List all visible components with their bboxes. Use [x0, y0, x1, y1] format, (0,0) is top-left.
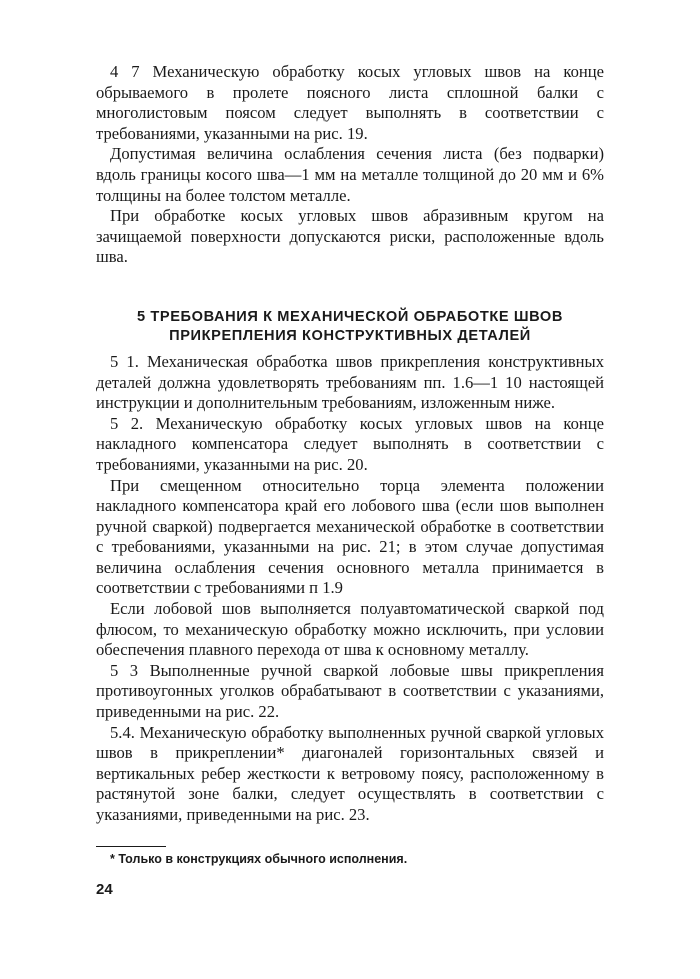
paragraph-4-7: 4 7 Механическую обработку косых угловых швов на конце обрываемого в пролете поясного листа сплошной балки с многолистовым поясом следует выполнять в соответствии с требованиями, указанными на рис. 19. [96, 62, 604, 143]
paragraph-offset-compensator: При смещенном относительно торца элемента положении накладного компенсатора край его лобового шва (если шов выполнен ручной сваркой) подвергается механической обработке в соответствии с требованиями, указанными на рис. 21; в этом случае допустимая величина ослабления сечения основного металла принимается в соответствии с требованиями п 1.9 [96, 475, 604, 598]
page-number: 24 [96, 881, 113, 898]
section-heading [96, 308, 604, 346]
paragraph-5-2: 5 2. Механическую обработку косых угловых швов на конце накладного компенсатора следует выполнять в соответствии с требованиями, указанными на рис. 20. [96, 413, 604, 474]
paragraph-semi-auto-welding: Если лобовой шов выполняется полуавтоматической сваркой под флюсом, то механическую обработку можно исключить, при условии обеспечения плавного перехода от шва к основному металлу. [96, 599, 604, 660]
paragraph-5-4: 5.4. Механическую обработку выполненных ручной сваркой угловых швов в прикреплении* диагоналей горизонтальных связей и вертикальных ребер жесткости к ветровому поясу, расположенному в растянутой зоне балки, следует осуществлять в соответствии с указаниями, приведенными на рис. 23. [96, 722, 604, 824]
section-heading-line-1: 5 ТРЕБОВАНИЯ К МЕХАНИЧЕСКОЙ ОБРАБОТКЕ ШВОВ [136, 308, 563, 325]
page-body [96, 62, 604, 826]
paragraph-abrasive: При обработке косых угловых швов абразивным кругом на зачищаемой поверхности допускаются риски, расположенные вдоль шва. [96, 206, 604, 267]
paragraph-5-1: 5 1. Механическая обработка швов прикрепления конструктивных деталей должна удовлетворять требованиям пп. 1.6—1 10 настоящей инструкции и дополнительным требованиям, изложенным ниже. [96, 351, 604, 413]
paragraph-5-3: 5 3 Выполненные ручной сваркой лобовые швы прикрепления противоугонных уголков обрабатывают в соответствии с указаниями, приведенными на рис. 22. [96, 660, 604, 722]
footnote-divider [96, 846, 166, 847]
section-gap [96, 268, 604, 308]
footnote: * Только в конструкциях обычного исполнения. [110, 852, 408, 866]
section-heading-line-2: ПРИКРЕПЛЕНИЯ КОНСТРУКТИВНЫХ ДЕТАЛЕЙ [169, 327, 531, 344]
paragraph-weakening: Допустимая величина ослабления сечения листа (без подварки) вдоль границы косого шва—1 мм на металле толщиной до 20 мм и 6% толщины на более толстом металле. [96, 144, 604, 205]
